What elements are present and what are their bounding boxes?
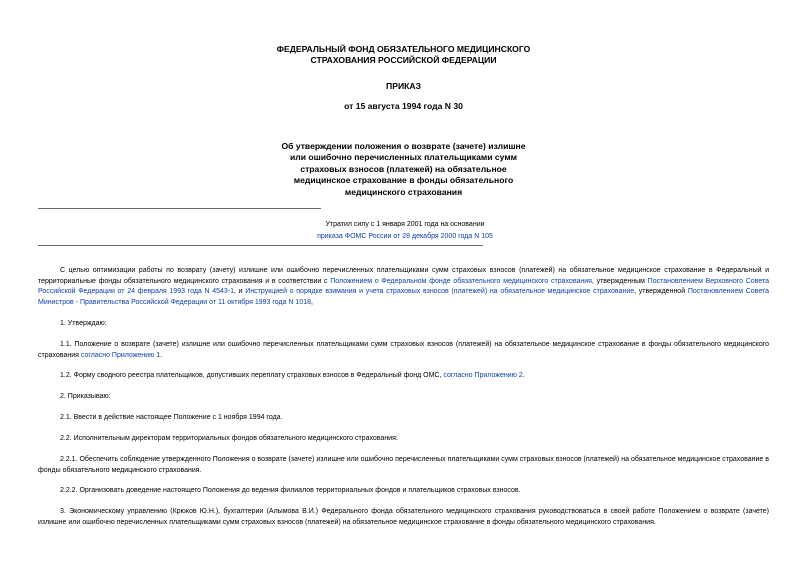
appendix-1-link[interactable]: согласно Приложению 1 (80, 351, 161, 359)
paragraph-text: . (160, 351, 163, 359)
document-date: от 15 августа 1994 года N 30 (344, 101, 463, 111)
government-resolution-link[interactable]: Постановлением Совета Министров - Правительства Российской Федерации от 11 октября 1993 года N 1018 (38, 288, 769, 306)
status-note (300, 219, 510, 242)
title-line: медицинского страхования (344, 186, 463, 197)
paragraph-2-2-1: 2.2.1. Обеспечить соблюдение утвержденного Положения о возврате (зачете) излишне или ошибочно перечисленных плательщиками сумм страховых взносов (платежей) на обязательное медицинское страхование в фонды обязательного медицинского страхования. (38, 456, 769, 474)
paragraph-2-1: 2.1. Ввести в действие настоящее Положение с 1 ноября 1994 года. (60, 414, 283, 421)
intro-text: , и (234, 288, 246, 296)
intro-text: , (311, 298, 313, 306)
paragraph-1: 1. Утверждаю: (60, 320, 107, 327)
appendix-2-link[interactable]: согласно Приложению 2 (443, 372, 523, 379)
paragraph-text: 1.1. Положение о возврате (зачете) излишне или ошибочно перечисленных плательщиками сумм страховых взносов (платежей) на обязательное медицинское страхование в фонды обязательного медицинского страхования (38, 341, 769, 359)
paragraph-text: 1.2. Форму сводного реестра плательщиков, допустивших переплату страховых взносов в Федеральный фонд ОМС, (60, 372, 444, 379)
supreme-council-resolution-link[interactable]: Постановлением Верховного Совета Российской Федерации от 24 февраля 1993 года N 4543-1 (38, 277, 770, 296)
paragraph-2: 2. Приказываю: (60, 393, 111, 400)
document-title (250, 141, 557, 198)
paragraph-1-2 (38, 371, 769, 382)
title-line: страховых взносов (платежей) на обязательное (300, 163, 507, 174)
intro-text: , утвержденным (591, 277, 648, 285)
divider-bottom (38, 245, 483, 246)
paragraph-2-2-2: 2.2.2. Организовать доведение настоящего Положения до ведения филиалов территориальных фондов и плательщиков страховых взносов. (60, 487, 521, 494)
ffoms-regulation-link[interactable]: Положением о Федеральном фонде обязательного медицинского страхования (330, 277, 592, 285)
instruction-link[interactable]: Инструкцией о порядке взимания и учета страховых взносов (платежей) на обязательное медицинское страхование (245, 288, 635, 296)
paragraph-text: . (522, 372, 525, 379)
paragraph-3: 3. Экономическому управлению (Крюков Ю.Н.), бухгалтерии (Алымова В.И.) Федерального фонда обязательного медицинского страхования руководствоваться в своей работе Положением о возврате (зачете) излишне или ошибочно перечисленных плательщиками сумм страховых взносов (платежей) на обязательное медицинское страхование в фонды обязательного медицинского страхования. (38, 508, 769, 526)
title-line: медицинское страхование в фонды обязательного (293, 175, 514, 186)
status-text: Утратил силу с 1 января 2001 года на основании (325, 221, 485, 228)
issuer-line-1: ФЕДЕРАЛЬНЫЙ ФОНД ОБЯЗАТЕЛЬНОГО МЕДИЦИНСКОГО (276, 44, 531, 54)
intro-paragraph (38, 266, 769, 308)
paragraph-1-1 (38, 340, 769, 361)
document-type: ПРИКАЗ (386, 81, 421, 91)
divider-top (38, 208, 321, 209)
issuer-line-2: СТРАХОВАНИЯ РОССИЙСКОЙ ФЕДЕРАЦИИ (310, 55, 497, 65)
intro-text: С целью оптимизации работы по возврату (зачету) излишне или ошибочно перечисленных плательщиками сумм страховых взносов (платежей) на обязательное медицинское страхование в Федеральный и территориальные фонды обязательного медицинского страхования и в соответствии с (38, 267, 769, 285)
issuer-name (200, 44, 607, 66)
intro-text: , утвержденной (634, 288, 688, 296)
repeal-order-link[interactable]: приказа ФОМС России от 28 декабря 2000 года N 105 (317, 232, 493, 240)
title-line: или ошибочно перечисленных плательщиками сумм (289, 152, 518, 163)
title-line: Об утверждении положения о возврате (зачете) излишне (281, 141, 526, 151)
paragraph-2-2: 2.2. Исполнительным директорам территориальных фондов обязательного медицинского страхования: (60, 435, 398, 442)
